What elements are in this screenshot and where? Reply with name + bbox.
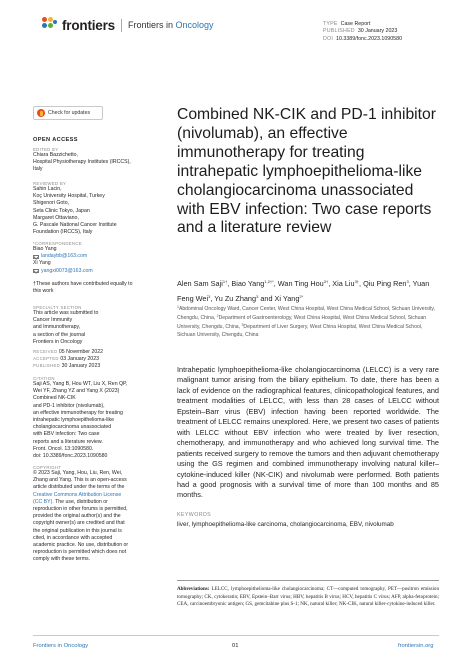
published-label: PUBLISHED 30 January 2023 [33, 363, 101, 369]
author[interactable]: Alen Sam Saji$^{1\dagger}$ [177, 279, 228, 288]
reviewed-by-label: REVIEWED BY [33, 181, 67, 186]
check-updates-button[interactable] [33, 106, 103, 120]
doi: 10.3389/fonc.2023.1090580 [336, 35, 403, 42]
specialty-section: This article was submitted to Cancer Immunity and Immunotherapy, a section of the journal Frontiers in Oncology [33, 310, 99, 345]
brand-name: frontiers [62, 17, 115, 33]
email-icon [33, 255, 39, 259]
journal-name: Frontiers in Oncology [127, 20, 214, 30]
corr-email-link[interactable]: landaybb@163.com [41, 253, 88, 260]
email-icon [33, 269, 39, 273]
author-list: Alen Sam Saji$^{1\dagger}$, Biao Yang$^{1,2\dagger*}$, Wan Ting Hou$^{3\dagger}$, Xia Liu$^{3\dagger}$, Qiu Ping Ren$^3$, Yuan Feng Wei$^3$, Yu Zu Zhang$^3$ and Xi Yang$^{2*}$ [177, 279, 430, 303]
author[interactable]: Wan Ting Hou$^{3\dagger}$ [277, 279, 329, 288]
author[interactable]: Qiu Ping Ren$^3$ [363, 279, 409, 288]
accepted-label: ACCEPTED 03 January 2023 [33, 356, 99, 362]
corr-email-link[interactable]: yangxi0073@163.com [41, 267, 93, 274]
copyright-text: © 2023 Saji, Yang, Hou, Liu, Ren, Wei, Zhang and Yang. This is an open-access article distributed under the terms of the Creative Commons Attribution License (CC BY). The use, distribution or reproduction in other forums is permitted, provided the original author(s) and the copyright owner(s) are credited and that the original publication in this journal is cited, in accordance with accepted academic practice. No use, distribution or reproduction is permitted which does not comply with these terms. [33, 470, 129, 563]
cc-license-link[interactable]: Creative Commons Attribution License [33, 491, 122, 498]
abstract: Intrahepatic lymphoepithelioma-like cholangiocarcinoma (LELCC) is a very rare malignant tumor arising from the biliary epithelium. To date, there has been a lack of evidence on the radiographical features, clinicopathological features, and treatment modalities of LELCC, with less than 28 cases of LELCC without Epstein–Barr virus (EBV) infection having been reported worldwide. The treatment of LELCC remains unexplored. Here, we present two cases of patients with LELCC without EBV infection who were treated by liver resection, chemotherapy, and immunotherapy and who achieved long survival time. The patients received surgery to remove the tumors and then adjuvant chemotherapy using the GS regimen and combined immunotherapy involving natural killer–cytokine-induced killer (NK-CIK) and nivolumab were performed. Both patients had a good prognosis with a survival time of more than 100 months and 85 months. [177, 365, 439, 500]
abbreviations: Abbreviations: LELCC, lymphoepithelioma-like cholangiocarcinoma; CT—computed tomography, PET—positron emission tomography; CK, cytokeratin; EBV, Epstein–Barr virus; HBV, hepatitis B virus; HCV, hepatitis C virus; AFP, alpha-fetoprotein; CEA, carcinoembryonic antigen; GS, gemcitabine plus S-1; NK, natural killer; NK-CIK, natural killer-cytokine-induced killer. [177, 586, 439, 608]
correspondence [33, 246, 93, 275]
received-date: 05 November 2022 [58, 349, 103, 355]
publish-date: 30 January 2023 [357, 28, 398, 35]
specialty-label: SPECIALTY SECTION [33, 305, 82, 310]
frontiers-logo-icon [42, 17, 58, 33]
published-date: 30 January 2023 [61, 363, 101, 369]
sidebar [33, 106, 151, 563]
footer-divider [33, 635, 439, 636]
page-header [0, 0, 474, 60]
reviewers: Sahin Lacin, Koç University Hospital, Turkey Shigenori Goto, Seta Clinic Tokyo, Japan Margaret Ottaviano, G. Pascale National Cancer Institute Foundation (IRCCS), Italy [33, 186, 117, 236]
keywords: liver, lymphoepithelioma-like carcinoma, cholangiocarcinoma, EBV, nivolumab [177, 521, 394, 528]
received-label: RECEIVED 05 November 2022 [33, 349, 103, 355]
accepted-date: 03 January 2023 [60, 356, 99, 362]
logo-divider [121, 19, 122, 32]
article-title: Combined NK-CIK and PD-1 inhibitor (nivolumab), an effective immunotherapy for treating intrahepatic lymphoepithelioma-like cholangiocarcinoma unassociated with EBV infection: Two case reports and a literature review [177, 106, 436, 237]
frontiers-logo[interactable] [42, 17, 214, 33]
edited-by-label: EDITED BY [33, 147, 59, 152]
check-updates-label: Check for updates [48, 110, 91, 116]
author[interactable]: Xi Yang$^{2*}$ [274, 293, 304, 303]
author[interactable]: Yuan Feng Wei$^3$ [177, 279, 430, 303]
article-type: Case Report [340, 21, 371, 27]
footer-journal[interactable]: Frontiers in Oncology [33, 643, 89, 649]
corr-name: Xi Yang [33, 260, 51, 267]
author[interactable]: Xia Liu$^{3\dagger}$ [332, 279, 360, 288]
open-access-label: OPEN ACCESS [33, 137, 78, 143]
affiliations: $^1$Abdominal Oncology Ward, Cancer Center, West China Hospital, West China Medical School, Sichuan University, Chengdu, China, $^2$Department of Gastroenterology, West China Hospital, West China Medical School, Sichuan University, Chengdu, China, $^3$Department of Liver Surgery, West China Hospital, West China Medical School, Sichuan University, Chengdu, China [177, 305, 435, 338]
citation-label: CITATION [33, 376, 55, 381]
check-updates-icon [37, 109, 45, 117]
page-number: 01 [232, 643, 239, 649]
editors: Chiara Bazzichetto, Hospital Physiotherapy Institutes (IRCCS), Italy [33, 152, 131, 173]
correspondence-label: *CORRESPONDENCE [33, 241, 82, 246]
corr-name: Biao Yang [33, 246, 57, 252]
abbreviations-divider [177, 580, 439, 581]
footer-site-link[interactable]: frontiersin.org [398, 643, 434, 649]
cc-by-link[interactable]: (CC BY). [33, 498, 54, 505]
keywords-label: KEYWORDS [177, 512, 212, 518]
citation: Saji AS, Yang B, Hou WT, Liu X, Ren QP, Wei YF, Zhang YZ and Yang X (2023) Combined NK-CIK and PD-1 inhibitor (nivolumab), an effective immunotherapy for treating intrahepatic lymphoepithelioma-like cholangiocarcinoma unassociated with EBV infection: Two case reports and a literature review. Front. Oncol. 13:1090580. doi: 10.3389/fonc.2023.1090580 [33, 381, 128, 460]
article-meta: TYPE Case Report PUBLISHED 30 January 2023 DOI 10.3389/fonc.2023.1090580 [323, 21, 403, 42]
contrib-note: †These authors have contributed equally to this work [33, 281, 133, 295]
copyright-label: COPYRIGHT [33, 465, 62, 470]
author[interactable]: Biao Yang$^{1,2\dagger*}$ [231, 279, 274, 288]
author[interactable]: Yu Zu Zhang$^3$ [214, 293, 259, 303]
